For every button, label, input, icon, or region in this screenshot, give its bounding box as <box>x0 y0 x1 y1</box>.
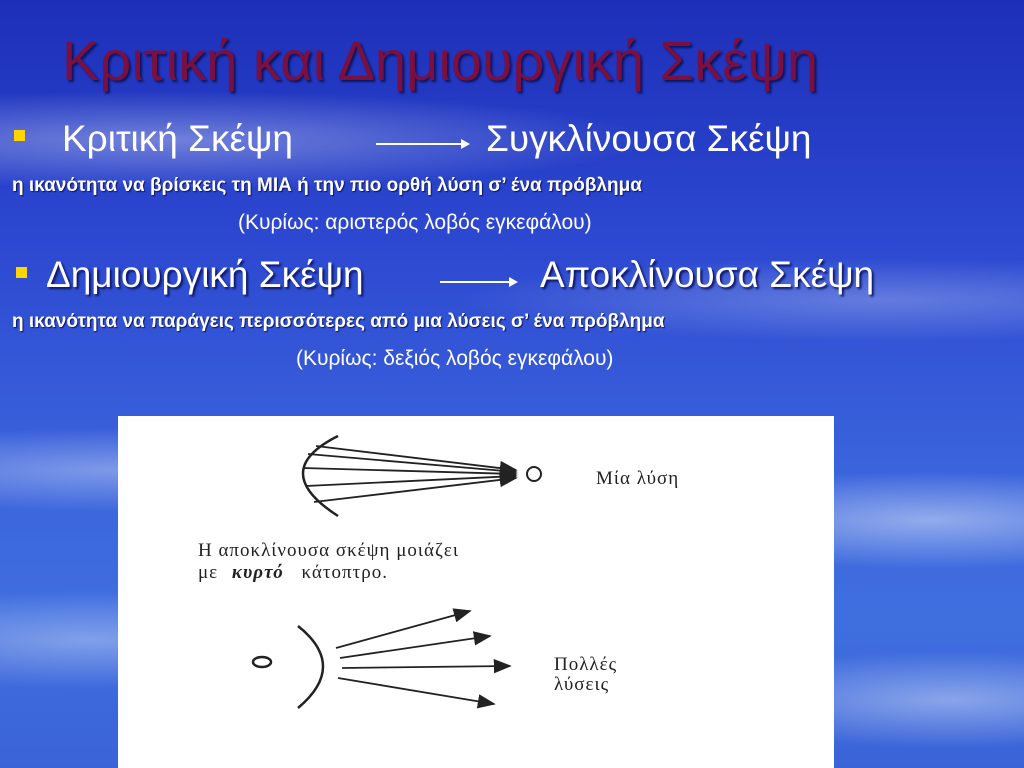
many-solutions-label-line1: Πολλές <box>554 654 618 675</box>
creative-thinking-heading: Δημιουργική Σκέψη <box>46 254 364 295</box>
mirror-diagram <box>118 416 834 768</box>
figure-caption-line1: Η αποκλίνουσα σκέψη μοιάζει <box>198 540 459 561</box>
convex-mirror-icon <box>253 611 510 708</box>
critical-thinking-note: (Κυρίως: αριστερός λοβός εγκεφάλου) <box>238 211 592 234</box>
slide-title: Κριτική και Δημιουργική Σκέψη <box>62 29 819 92</box>
one-solution-label: Μία λύση <box>596 468 680 489</box>
convergent-thinking-label: Συγκλίνουσα Σκέψη <box>486 118 812 159</box>
arrow-right-icon <box>440 281 516 283</box>
creative-thinking-note: (Κυρίως: δεξιός λοβός εγκεφάλου) <box>296 347 614 370</box>
caption-prefix: με <box>198 562 219 583</box>
creative-thinking-definition: η ικανότητα να παράγεις περισσότερες από μια λύσεις σ’ ένα πρόβλημα <box>12 311 665 332</box>
critical-thinking-heading: Κριτική Σκέψη <box>62 118 293 159</box>
many-solutions-label-line2: λύσεις <box>554 674 610 695</box>
caption-emphasis: κυρτό <box>231 562 284 583</box>
caption-suffix: κάτοπτρο. <box>301 562 388 583</box>
figure-caption-line2 <box>198 562 388 583</box>
arrow-right-icon <box>376 143 468 145</box>
concave-mirror-icon <box>303 436 541 516</box>
bullet-icon <box>14 130 25 141</box>
divergent-thinking-label: Αποκλίνουσα Σκέψη <box>540 254 875 295</box>
bullet-icon <box>16 267 27 278</box>
critical-thinking-definition: η ικανότητα να βρίσκεις τη ΜΙΑ ή την πιο ορθή λύση σ’ ένα πρόβλημα <box>12 175 642 196</box>
